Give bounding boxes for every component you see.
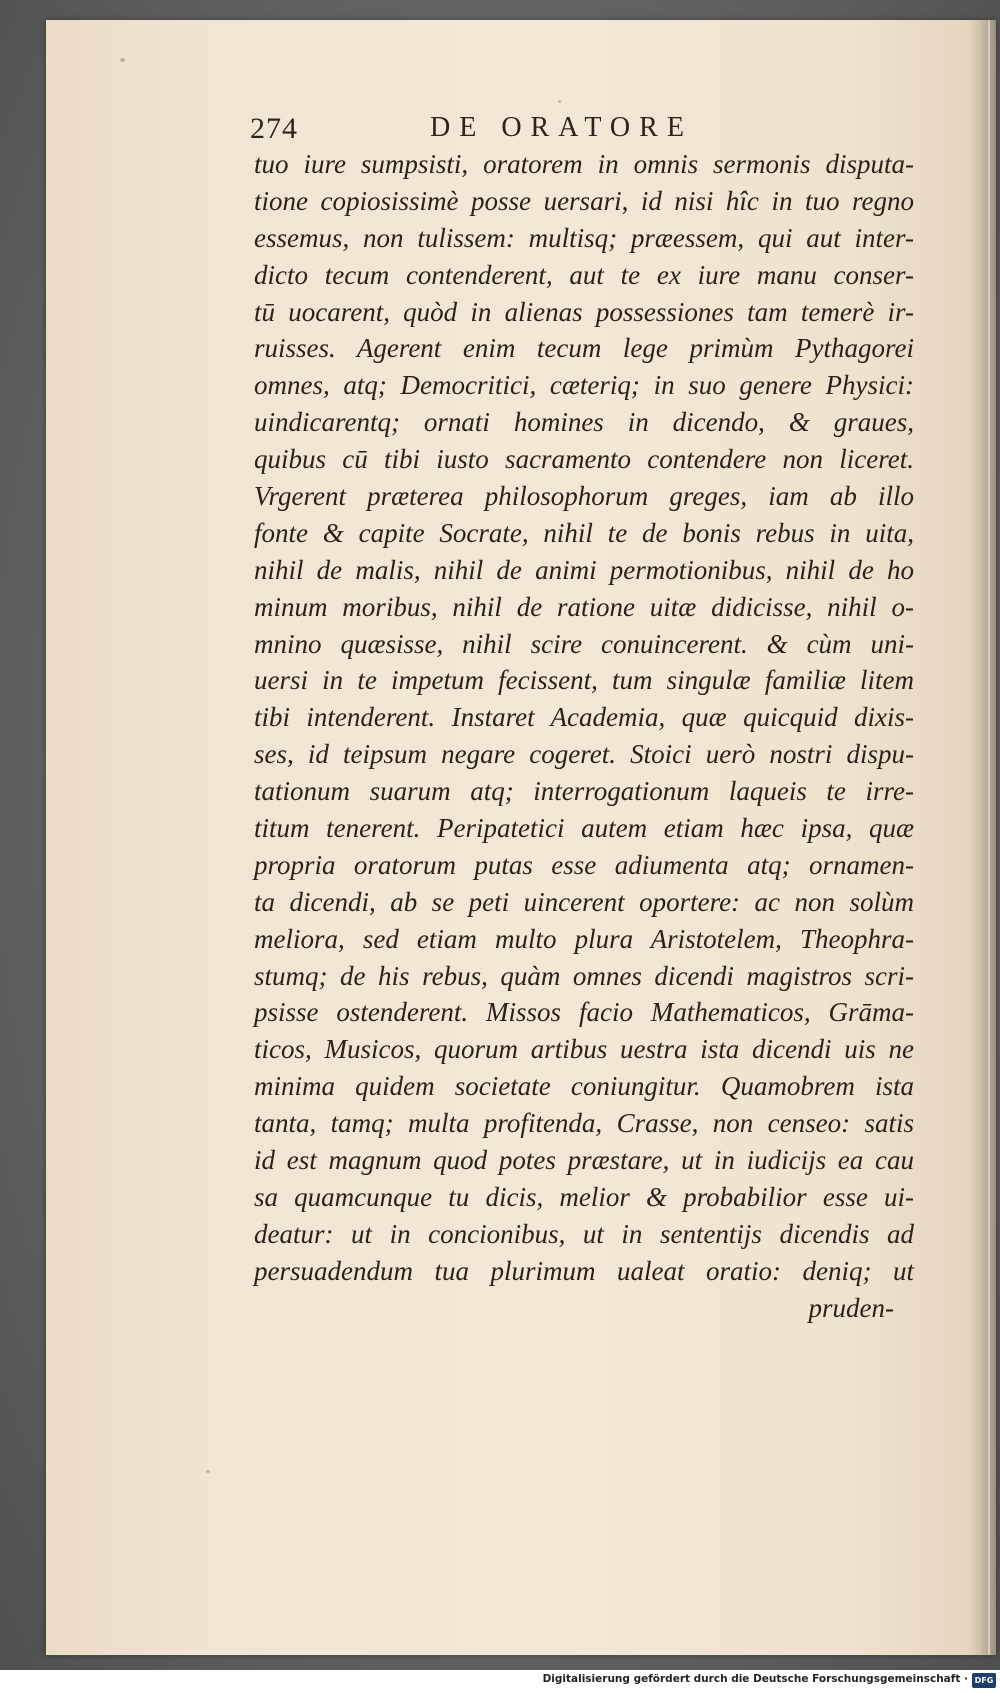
text-line: sa quamcunque tu dicis, melior & probabilior esse ui- xyxy=(254,1181,914,1212)
page-gutter-shadow xyxy=(968,20,996,1655)
text-line: meliora, sed etiam multo plura Aristotelem, Theophra- xyxy=(254,923,914,954)
paper-speck xyxy=(120,58,125,62)
text-line: Vrgerent præterea philosophorum greges, iam ab illo xyxy=(254,481,914,512)
text-line: psisse ostenderent. Missos facio Mathematicos, Grāma- xyxy=(254,997,914,1028)
text-line: tū uocarent, quòd in alienas possessiones tam temerè ir- xyxy=(254,296,914,327)
text-line: uindicarentq; ornati homines in dicendo, & graues, xyxy=(254,407,914,438)
text-line: persuadendum tua plurimum ualeat oratio: deniq; ut xyxy=(254,1255,914,1286)
text-line: dicto tecum contenderent, aut te ex iure manu conser- xyxy=(254,259,914,290)
text-line: fonte & capite Socrate, nihil te de bonis rebus in uita, xyxy=(254,517,914,548)
text-line: ticos, Musicos, quorum artibus uestra ista dicendi uis ne xyxy=(254,1034,914,1065)
running-title: DE ORATORE xyxy=(430,112,693,143)
text-line: stumq; de his rebus, quàm omnes dicendi magistros scri- xyxy=(254,960,914,991)
paper-speck xyxy=(558,100,561,103)
digitization-credit: Digitalisierung gefördert durch die Deutsche Forschungsgemeinschaft · xyxy=(542,1673,968,1685)
text-line: uersi in te impetum fecissent, tum singulæ familiæ litem xyxy=(254,665,914,696)
text-line: ta dicendi, ab se peti uincerent oportere: ac non solùm xyxy=(254,886,914,917)
paper-speck xyxy=(206,1470,210,1473)
text-line: pruden- xyxy=(808,1292,894,1323)
text-line: omnes, atq; Democritici, cæteriq; in suo genere Physici: xyxy=(254,370,914,401)
text-line: tationum suarum atq; interrogationum laqueis te irre- xyxy=(254,776,914,807)
text-line: mnino quæsisse, nihil scire conuincerent. & cùm uni- xyxy=(254,628,914,659)
text-line: essemus, non tulissem: multisq; præessem, qui aut inter- xyxy=(254,222,914,253)
dfg-logo: DFG xyxy=(972,1673,996,1688)
text-line: minima quidem societate coniungitur. Quamobrem ista xyxy=(254,1071,914,1102)
text-line: deatur: ut in concionibus, ut in sententijs dicendis ad xyxy=(254,1218,914,1249)
text-line: nihil de malis, nihil de animi permotionibus, nihil de ho xyxy=(254,554,914,585)
footer-bar xyxy=(0,1670,1000,1693)
text-line: tuo iure sumpsisti, oratorem in omnis sermonis disputa- xyxy=(254,149,914,179)
text-line: tione copiosissimè posse uersari, id nisi hîc in tuo regno xyxy=(254,185,914,216)
body-text xyxy=(254,146,914,1327)
text-line: quibus cū tibi iusto sacramento contendere non liceret. xyxy=(254,444,914,475)
page-number: 274 xyxy=(250,112,298,145)
text-line: propria oratorum putas esse adiumenta atq; ornamen- xyxy=(254,849,914,880)
text-line: ruisses. Agerent enim tecum lege primùm Pythagorei xyxy=(254,333,914,364)
text-line: tanta, tamq; multa profitenda, Crasse, non censeo: satis xyxy=(254,1108,914,1139)
page-edge xyxy=(988,20,990,1655)
text-line: minum moribus, nihil de ratione uitæ didicisse, nihil o- xyxy=(254,591,914,622)
text-line: ses, id teipsum negare cogeret. Stoici uerò nostri dispu- xyxy=(254,739,914,770)
text-line: tibi intenderent. Instaret Academia, quæ quicquid dixis- xyxy=(254,702,914,733)
text-line: titum tenerent. Peripatetici autem etiam hæc ipsa, quæ xyxy=(254,813,914,844)
text-line: id est magnum quod potes præstare, ut in iudicijs ea cau xyxy=(254,1145,914,1176)
